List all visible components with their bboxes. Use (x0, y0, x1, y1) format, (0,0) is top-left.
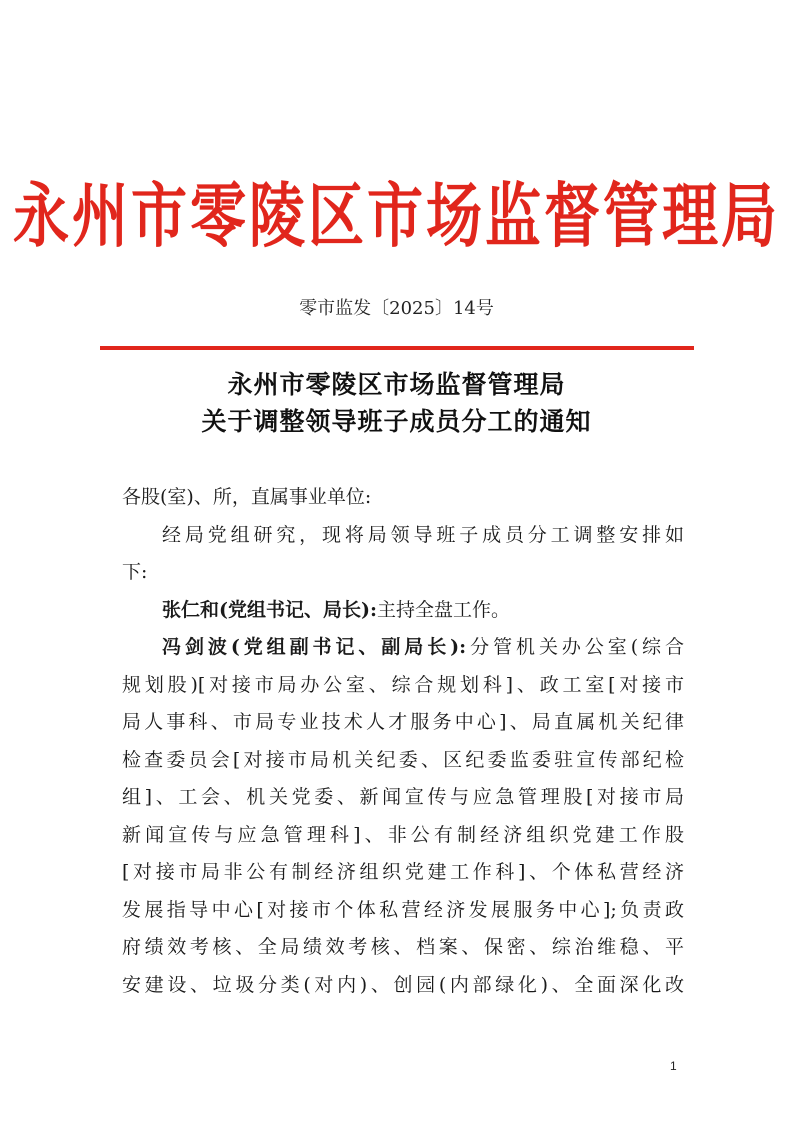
notice-title-line-2: 关于调整领导班子成员分工的通知 (201, 407, 592, 436)
red-divider-line (100, 346, 694, 350)
member-2-duty-line: 检查委员会[对接市局机关纪委、区纪委监委驻宣传部纪检 (122, 748, 684, 771)
member-2-duty-line: [对接市局非公有制经济组织党建工作科]、个体私营经济 (122, 861, 684, 883)
member-2-duty-line: 安建设、垃圾分类(对内)、创园(内部绿化)、全面深化改 (122, 973, 684, 996)
notice-body (122, 479, 684, 1004)
member-2-duty-line: 发展指导中心[对接市个体私营经济发展服务中心];负责政 (122, 898, 684, 921)
page-number: 1 (670, 1059, 677, 1073)
member-2-duty-line: 组]、工会、机关党委、新闻宣传与应急管理股[对接市局 (122, 786, 684, 808)
notice-title-line-1: 永州市零陵区市场监督管理局 (227, 370, 566, 399)
intro-line-1: 经局党组研究，现将局领导班子成员分工调整安排如 (162, 523, 684, 546)
document-number: 零市监发〔2025〕14号 (299, 298, 494, 319)
member-2-duty-first: 分管机关办公室(综合 (466, 636, 684, 658)
member-1-paragraph (122, 592, 684, 630)
member-1-name-role: 张仁和(党组书记、局长): (162, 598, 377, 621)
intro-line-2: 下: (122, 561, 148, 583)
member-2-duty-line: 府绩效考核、全局绩效考核、档案、保密、综治维稳、平 (122, 936, 684, 958)
member-1-duty: 主持全盘工作。 (377, 598, 511, 621)
masthead-title: 永州市零陵区市场监督管理局 (13, 175, 780, 258)
member-2-duty-line: 局人事科、市局专业技术人才服务中心]、局直属机关纪律 (122, 711, 684, 733)
member-2-first-line (122, 629, 684, 667)
member-2-name-role: 冯剑波(党组副书记、副局长): (162, 636, 467, 658)
member-2-duty-line: 新闻宣传与应急管理科]、非公有制经济组织党建工作股 (122, 823, 684, 846)
member-2-duty-line: 规划股)[对接市局办公室、综合规划科]、政工室[对接市 (122, 673, 684, 696)
salutation: 各股(室)、所，直属事业单位: (122, 486, 372, 508)
